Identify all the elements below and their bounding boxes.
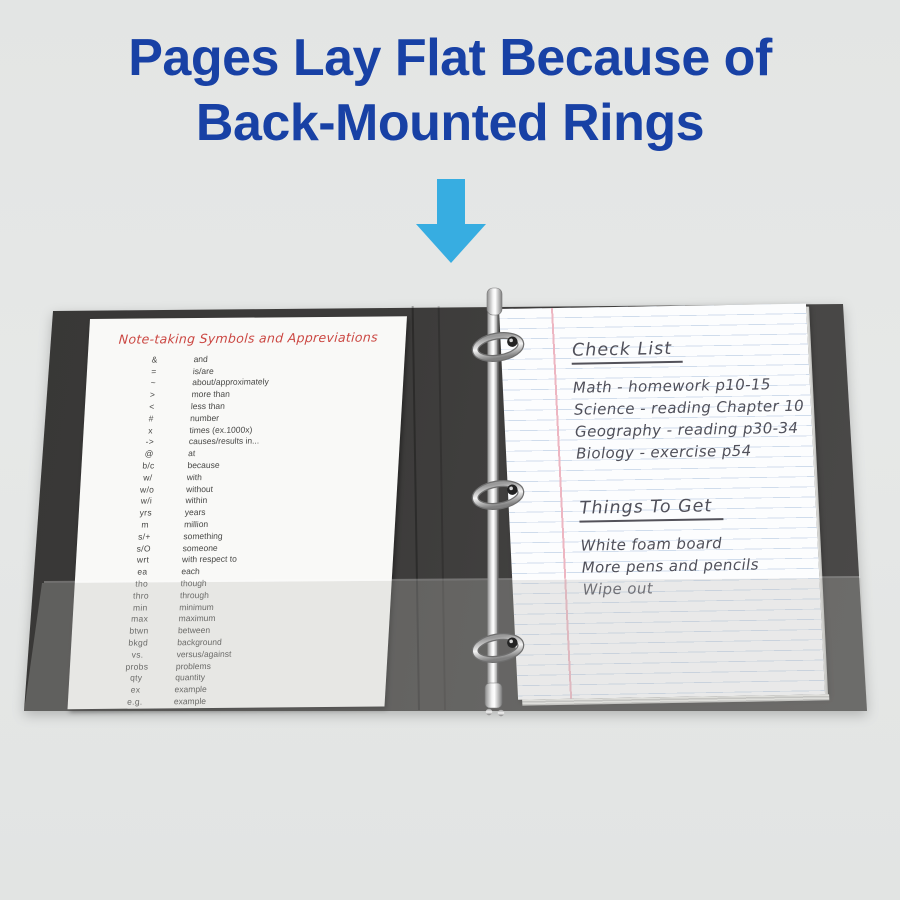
- symbol: s/O: [136, 543, 152, 554]
- meaning: times (ex.1000x): [189, 424, 253, 435]
- symbol: qty: [129, 672, 143, 684]
- ring-top-tab: [487, 288, 502, 315]
- meaning: quantity: [174, 672, 206, 683]
- meaning: about/approximately: [191, 376, 270, 388]
- symbol: >: [149, 389, 156, 400]
- handwritten-notes: [571, 337, 815, 601]
- meaning: something: [183, 530, 223, 542]
- headline-line1: Pages Lay Flat Because of: [128, 29, 772, 87]
- meaning: and: [193, 353, 209, 364]
- ring-foot: [486, 709, 492, 715]
- left-page-title: Note-taking Symbols and Appreviations: [118, 329, 379, 347]
- note-heading: Check List: [571, 339, 683, 365]
- note-sections: [571, 337, 815, 601]
- meaning: background: [177, 636, 223, 648]
- ring-bottom-tab: [485, 683, 502, 708]
- symbol: thro: [132, 590, 150, 601]
- meaning: example: [174, 684, 208, 695]
- note-item: More pens and pencils: [581, 555, 760, 577]
- symbol: x: [147, 425, 154, 436]
- meaning: maximum: [178, 613, 216, 624]
- symbol: &: [151, 354, 158, 365]
- symbol: #: [148, 413, 155, 424]
- meaning: with respect to: [181, 554, 238, 565]
- symbol: w/i: [140, 495, 153, 507]
- note-item: Biology - exercise p54: [575, 441, 753, 463]
- symbol: @: [144, 448, 154, 459]
- meaning: each: [181, 566, 201, 577]
- meaning: with: [186, 471, 203, 483]
- note-heading: Things To Get: [578, 496, 723, 522]
- note-section: [571, 337, 808, 465]
- symbol: vs.: [131, 649, 144, 660]
- symbol: tho: [135, 578, 149, 589]
- symbol: s/+: [137, 531, 151, 542]
- meaning: number: [189, 412, 220, 424]
- symbol: ->: [145, 436, 155, 447]
- headline-line2: Back-Mounted Rings: [195, 94, 705, 152]
- symbol: m: [141, 519, 150, 530]
- meaning: less than: [190, 400, 226, 412]
- meaning: example: [173, 695, 207, 707]
- symbol: min: [132, 602, 148, 613]
- symbol: b/c: [142, 460, 155, 471]
- meaning: because: [187, 459, 220, 471]
- meaning: minimum: [179, 601, 215, 612]
- meaning: though: [180, 578, 207, 589]
- meaning: is/are: [192, 365, 215, 376]
- symbol: <: [148, 401, 155, 412]
- meaning: without: [185, 483, 214, 494]
- meaning: years: [184, 507, 206, 518]
- note-item: White foam board: [580, 534, 723, 555]
- symbol: e.g.: [126, 696, 143, 707]
- symbol: btwn: [129, 625, 149, 636]
- meaning: between: [177, 625, 211, 636]
- ring-foot: [498, 710, 504, 716]
- meaning: versus/against: [176, 648, 232, 660]
- symbol: yrs: [139, 507, 153, 518]
- symbol: w/: [142, 472, 153, 483]
- symbol: ex: [130, 684, 141, 695]
- meaning: million: [183, 519, 209, 530]
- note-item: Geography - reading p30-34: [574, 418, 799, 441]
- symbol: max: [130, 613, 149, 625]
- symbol: bkgd: [128, 637, 149, 648]
- meaning: problems: [175, 660, 212, 671]
- meaning: at: [187, 448, 196, 459]
- symbol: w/o: [139, 484, 155, 495]
- symbol: ea: [137, 566, 148, 577]
- meaning: causes/results in...: [188, 435, 260, 447]
- meaning: someone: [182, 542, 219, 553]
- symbol: probs: [125, 661, 149, 672]
- symbol: =: [151, 366, 157, 377]
- note-item: Math - homework p10-15: [572, 375, 772, 397]
- meaning: more than: [191, 389, 231, 400]
- meaning: through: [179, 589, 210, 601]
- symbol: wrt: [136, 554, 150, 566]
- note-item: Science - reading Chapter 10: [573, 396, 805, 419]
- symbol: ~: [150, 377, 157, 388]
- note-item: Wipe out: [582, 579, 654, 599]
- meaning: within: [185, 495, 208, 506]
- binder-rings: [458, 286, 542, 720]
